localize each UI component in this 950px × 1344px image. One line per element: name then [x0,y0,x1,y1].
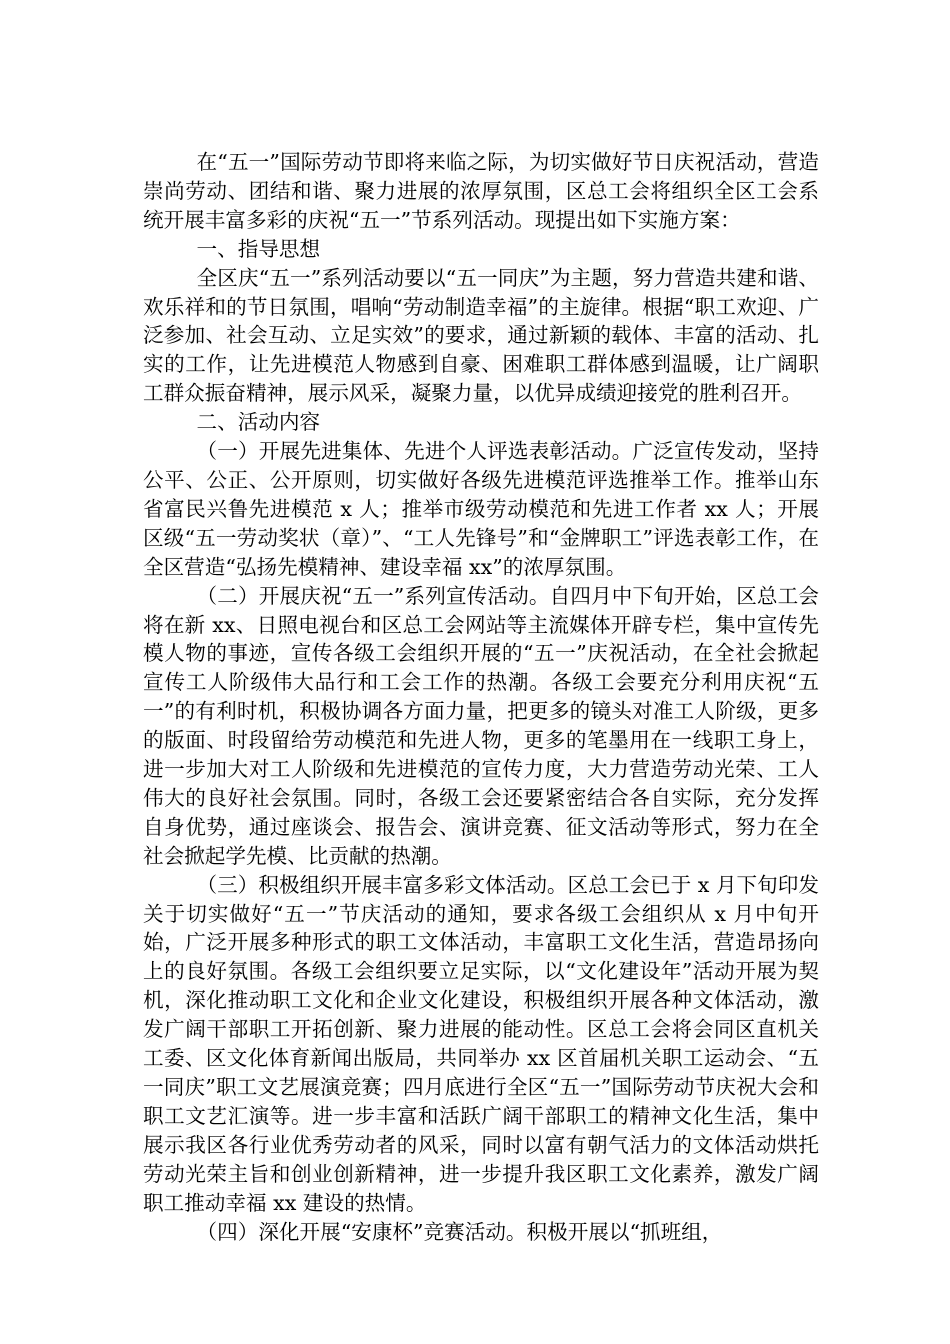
activity-2-paragraph: （二）开展庆祝“五一”系列宣传活动。自四月中下旬开始，区总工会将在新 xx、日照电视台和区总工会网站等主流媒体开辟专栏，集中宣传先模人物的事迹，宣传各级工会组织开展的“五一”庆祝活动，在全社会掀起宣传工人阶级伟大品行和工会工作的热潮。各级工会要充分利用庆祝“五一”的有利时机，积极协调各方面力量，把更多的镜头对准工人阶级，更多的版面、时段留给劳动模范和先进人物，更多的笔墨用在一线职工身上，进一步加大对工人阶级和先进模范的宣传力度，大力营造劳动光荣、工人伟大的良好社会氛围。同时，各级工会还要紧密结合各自实际，充分发挥自身优势，通过座谈会、报告会、演讲竞赛、征文活动等形式，努力在全社会掀起学先模、比贡献的热潮。 [143,583,819,868]
intro-paragraph: 在“五一”国际劳动节即将来临之际，为切实做好节日庆祝活动，营造崇尚劳动、团结和谐、聚力进展的浓厚氛围，区总工会将组织全区工会系统开展丰富多彩的庆祝“五一”节系列活动。现提出如下实施方案： [143,150,819,232]
document-body [143,148,819,1246]
guiding-ideology-paragraph: 全区庆“五一”系列活动要以“五一同庆”为主题，努力营造共建和谐、欢乐祥和的节日氛围，唱响“劳动制造幸福”的主旋律。根据“职工欢迎、广泛参加、社会互动、立足实效”的要求，通过新颖的载体、丰富的活动、扎实的工作，让先进模范人物感到自豪、困难职工群体感到温暖，让广阔职工群众振奋精神，展示风采，凝聚力量，以优异成绩迎接党的胜利召开。 [143,265,819,406]
section-heading-guiding-ideology: 一、指导思想 [196,236,321,261]
activity-4-paragraph: （四）深化开展“安康杯”竞赛活动。积极开展以“抓班组， [196,1219,723,1244]
activity-1-paragraph: （一）开展先进集体、先进个人评选表彰活动。广泛宣传发动，坚持公平、公正、公开原则，切实做好各级先进模范评选推举工作。推举山东省富民兴鲁先进模范 x 人；推举市级劳动模范和先进工作者 xx 人；开展区级“五一劳动奖状（章）”、“工人先锋号”和“金牌职工”评选表彰工作，在全区营造“弘扬先模精神、建设幸福 xx”的浓厚氛围。 [143,439,819,579]
section-heading-activity-content: 二、活动内容 [196,410,321,435]
activity-3-paragraph: （三）积极组织开展丰富多彩文体活动。区总工会已于 x 月下旬印发关于切实做好“五一”节庆活动的通知，要求各级工会组织从 x 月中旬开始，广泛开展多种形式的职工文体活动，丰富职工文化生活，营造昂扬向上的良好氛围。各级工会组织要立足实际，以“文化建设年”活动开展为契机，深化推动职工文化和企业文化建设，积极组织开展各种文体活动，激发广阔干部职工开拓创新、聚力进展的能动性。区总工会将会同区直机关工委、区文化体育新闻出版局，共同举办 xx 区首届机关职工运动会、“五一同庆”职工文艺展演竞赛；四月底进行全区“五一”国际劳动节庆祝大会和职工文艺汇演等。进一步丰富和活跃广阔干部职工的精神文化生活，集中展示我区各行业优秀劳动者的风采，同时以富有朝气活力的文体活动烘托劳动光荣主旨和创业创新精神，进一步提升我区职工文化素养，激发广阔职工推动幸福 xx 建设的热情。 [143,872,819,1215]
